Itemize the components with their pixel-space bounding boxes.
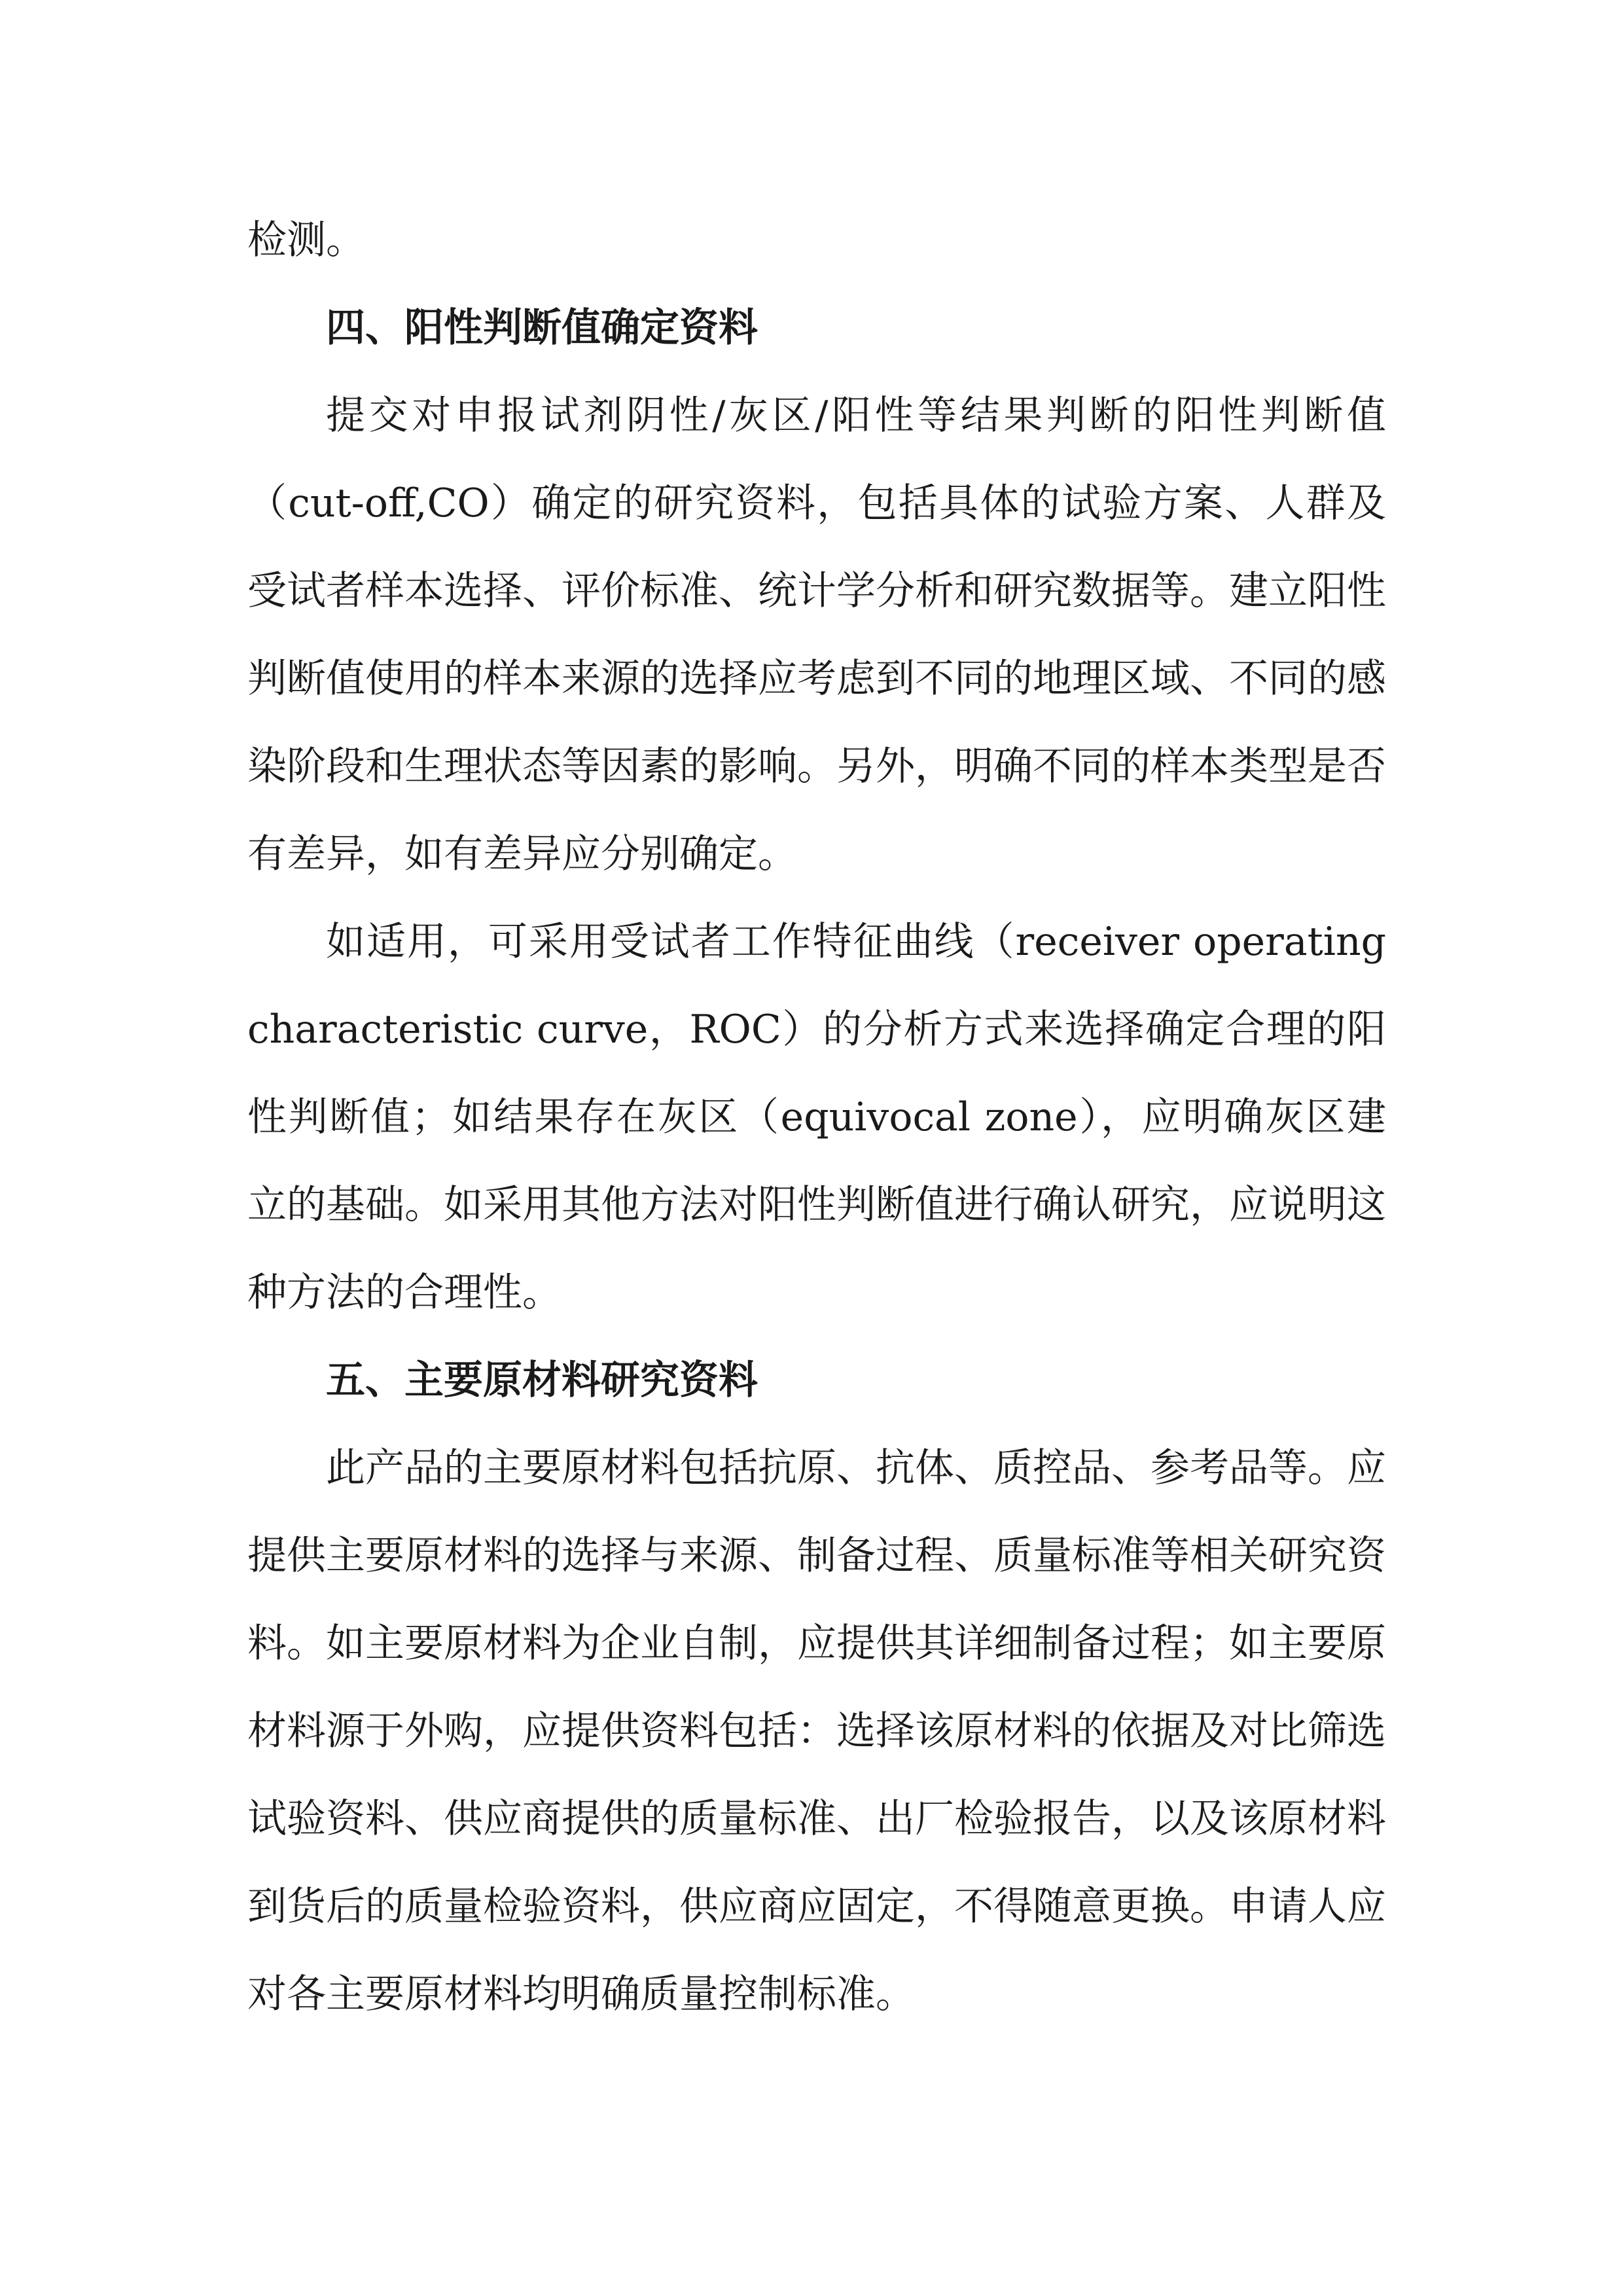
document-body <box>247 196 1386 2038</box>
paragraph-continuation: 检测。 <box>247 217 365 263</box>
section-heading-cutoff: 四、阳性判断值确定资料 <box>326 305 758 351</box>
paragraph-roc-analysis: 如适用，可采用受试者工作特征曲线（receiver operating characteristic curve，ROC）的分析方式来选择确定合理的阳性判断值；如结果存在灰区（equivocal zone），应明确灰区建立的基础。如采用其他方法对阳性判断值进行确认研究，应说明这种方法的合理性。 <box>247 919 1386 1316</box>
paragraph-raw-materials: 此产品的主要原材料包括抗原、抗体、质控品、参考品等。应提供主要原材料的选择与来源、制备过程、质量标准等相关研究资料。如主要原材料为企业自制，应提供其详细制备过程；如主要原材料源于外购，应提供资料包括：选择该原材料的依据及对比筛选试验资料、供应商提供的质量标准、出厂检验报告，以及该原材料到货后的质量检验资料，供应商应固定，不得随意更换。申请人应对各主要原材料均明确质量控制标准。 <box>247 1445 1386 2017</box>
paragraph-cutoff-requirements: 提交对申报试剂阴性/灰区/阳性等结果判断的阳性判断值（cut-off,CO）确定的研究资料，包括具体的试验方案、人群及受试者样本选择、评价标准、统计学分析和研究数据等。建立阳性判断值使用的样本来源的选择应考虑到不同的地理区域、不同的感染阶段和生理状态等因素的影响。另外，明确不同的样本类型是否有差异，如有差异应分别确定。 <box>247 393 1386 877</box>
section-heading-raw-materials: 五、主要原材料研究资料 <box>326 1357 758 1403</box>
